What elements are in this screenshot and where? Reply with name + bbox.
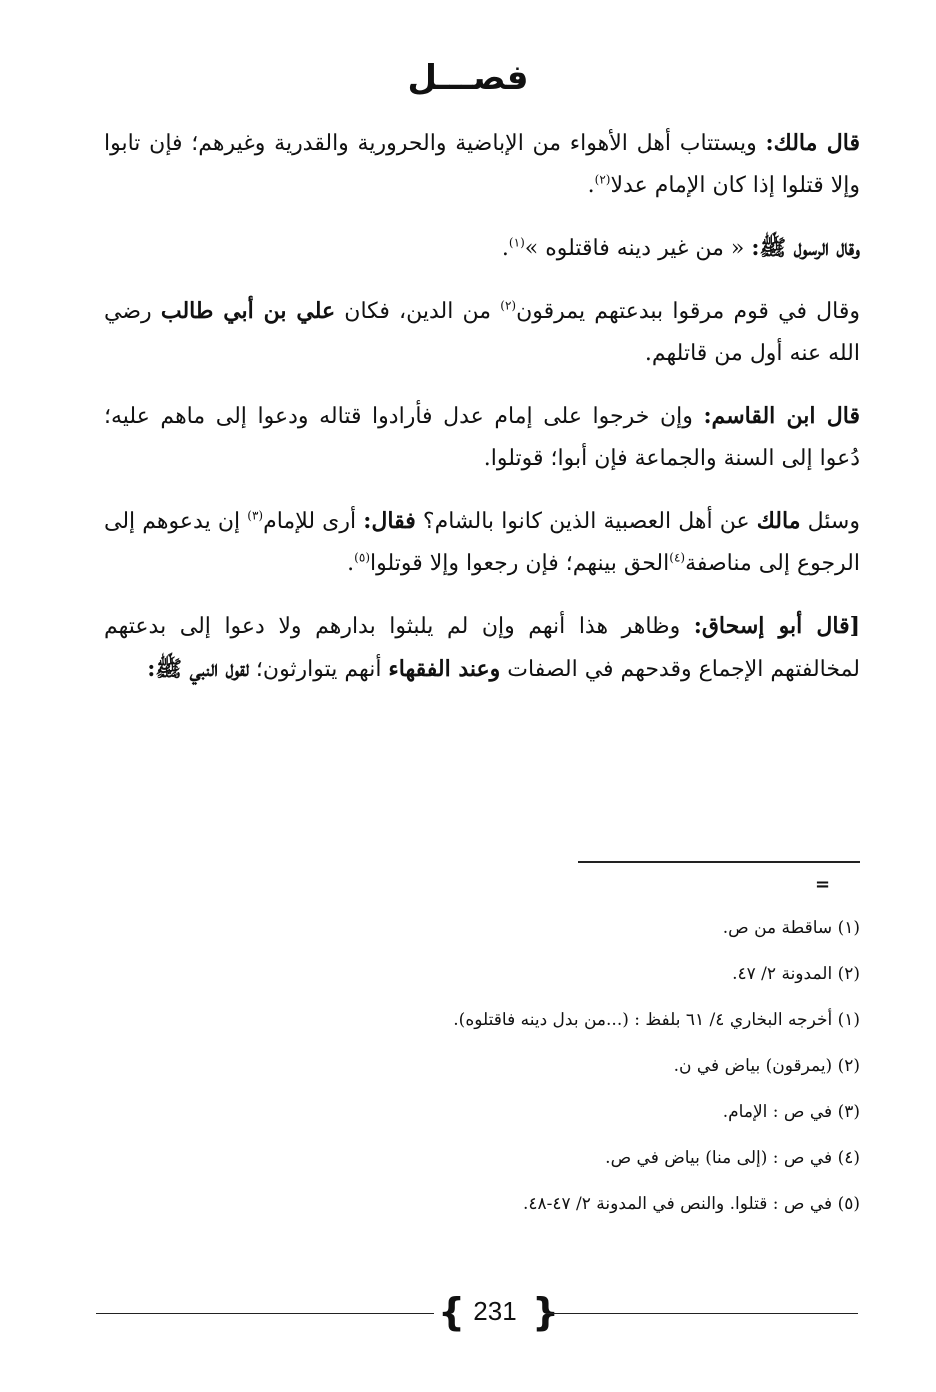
footnote-ref: (٤): [669, 550, 686, 565]
paragraph-text: أرى للإمام: [263, 509, 364, 534]
paragraph-abu-ishaq: [104, 605, 860, 691]
footnote: (١) أخرجه البخاري ٤/ ٦١ بلفظ : (...من بدل دينه فاقتلوه).: [453, 1010, 860, 1030]
speaker-abu-ishaq: [قال أبو إسحاق:: [693, 613, 860, 639]
paragraph-text: رضي الله عنه أول من قاتلهم.: [104, 299, 860, 366]
page-footer: [0, 1292, 936, 1336]
footnote-ref: (٣): [247, 508, 264, 523]
speaker-malik: قال مالك:: [765, 130, 861, 156]
emphasis-fuqaha: وعند الفقهاء: [388, 656, 501, 682]
footer-rule: [96, 1313, 434, 1314]
footnotes: [300, 905, 860, 1227]
bracket-ornament: }: [532, 1290, 560, 1334]
speaker-prophet: وقال الرسول ﷺ:: [751, 235, 860, 261]
paragraph-ibn-qasim: [104, 395, 860, 480]
speaker-ibn-qasim: قال ابن القاسم:: [703, 403, 860, 429]
paragraph-malik: [104, 122, 860, 207]
paragraph-text: وظاهر هذا أنهم وإن لم يلبثوا بدارهم ولا دعوا إلى بدعتهم لمخالفتهم الإجماع وقدحهم في الصفات: [104, 614, 860, 682]
footnote-divider: [578, 861, 860, 863]
paragraph-text: وقال في قوم مرقوا ببدعتهم يمرقون: [516, 299, 861, 324]
paragraph-ali: [104, 290, 860, 375]
paragraph-text: وإن خرجوا على إمام عدل فأرادوا قتاله ودعوا إلى ماهم عليه؛ دُعوا إلى السنة والجماعة فإن أبوا؛ قوتلوا.: [104, 404, 860, 471]
paragraph-text: إن يدعوهم إلى الرجوع إلى مناصفة: [104, 509, 860, 576]
punctuation: .: [587, 173, 595, 198]
footnote-ref: (١): [508, 235, 525, 250]
main-text: [104, 122, 860, 711]
paragraph-text: وسئل: [800, 509, 860, 534]
page-number: 231: [473, 1296, 517, 1326]
footnote: (٢) (يمرقون) بياض في ن.: [673, 1056, 860, 1076]
punctuation: .: [501, 236, 509, 261]
paragraph-text: من الدين، فكان: [335, 299, 501, 324]
footnote-ref: (٢): [500, 298, 517, 313]
paragraph-text: أنهم يتوارثون؛: [248, 657, 389, 682]
punctuation: .: [347, 551, 355, 576]
name-malik: مالك: [756, 508, 801, 534]
footnote-ref: (٢): [594, 172, 611, 187]
paragraph-asabiyya: [104, 500, 860, 585]
hadith-text: « من غير دينه فاقتلوه »: [524, 236, 752, 261]
said-label: فقال:: [363, 508, 416, 534]
emphasis-prophet: لقول النبي ﷺ:: [147, 656, 249, 682]
name-ali: علي بن أبي طالب: [160, 298, 336, 324]
footnote: (١) ساقطة من ص.: [722, 918, 860, 938]
paragraph-text: عن أهل العصبية الذين كانوا بالشام؟: [415, 509, 757, 534]
footnote: (٢) المدونة ٢/ ٤٧.: [732, 964, 860, 984]
paragraph-text: الحق بينهم؛ فإن رجعوا وإلا قوتلوا: [370, 551, 670, 576]
bracket-ornament: {: [438, 1290, 466, 1334]
footer-rule: [546, 1313, 858, 1314]
paragraph-hadith: [104, 227, 860, 270]
page-title: فصـــل: [407, 58, 529, 98]
footnote-ref: (٥): [354, 550, 370, 565]
footnote: (٥) في ص : قتلوا. والنص في المدونة ٢/ ٤٧-٤٨.: [522, 1194, 860, 1214]
footnote: (٤) في ص : (إلى منا) بياض في ص.: [605, 1148, 860, 1168]
paragraph-text: ويستتاب أهل الأهواء من الإباضية والحرورية والقدرية وغيرهم؛ فإن تابوا وإلا قتلوا إذا كان الإمام عدلا: [104, 131, 860, 198]
footnote: (٣) في ص : الإمام.: [722, 1102, 860, 1122]
continuation-mark: =: [815, 874, 831, 895]
